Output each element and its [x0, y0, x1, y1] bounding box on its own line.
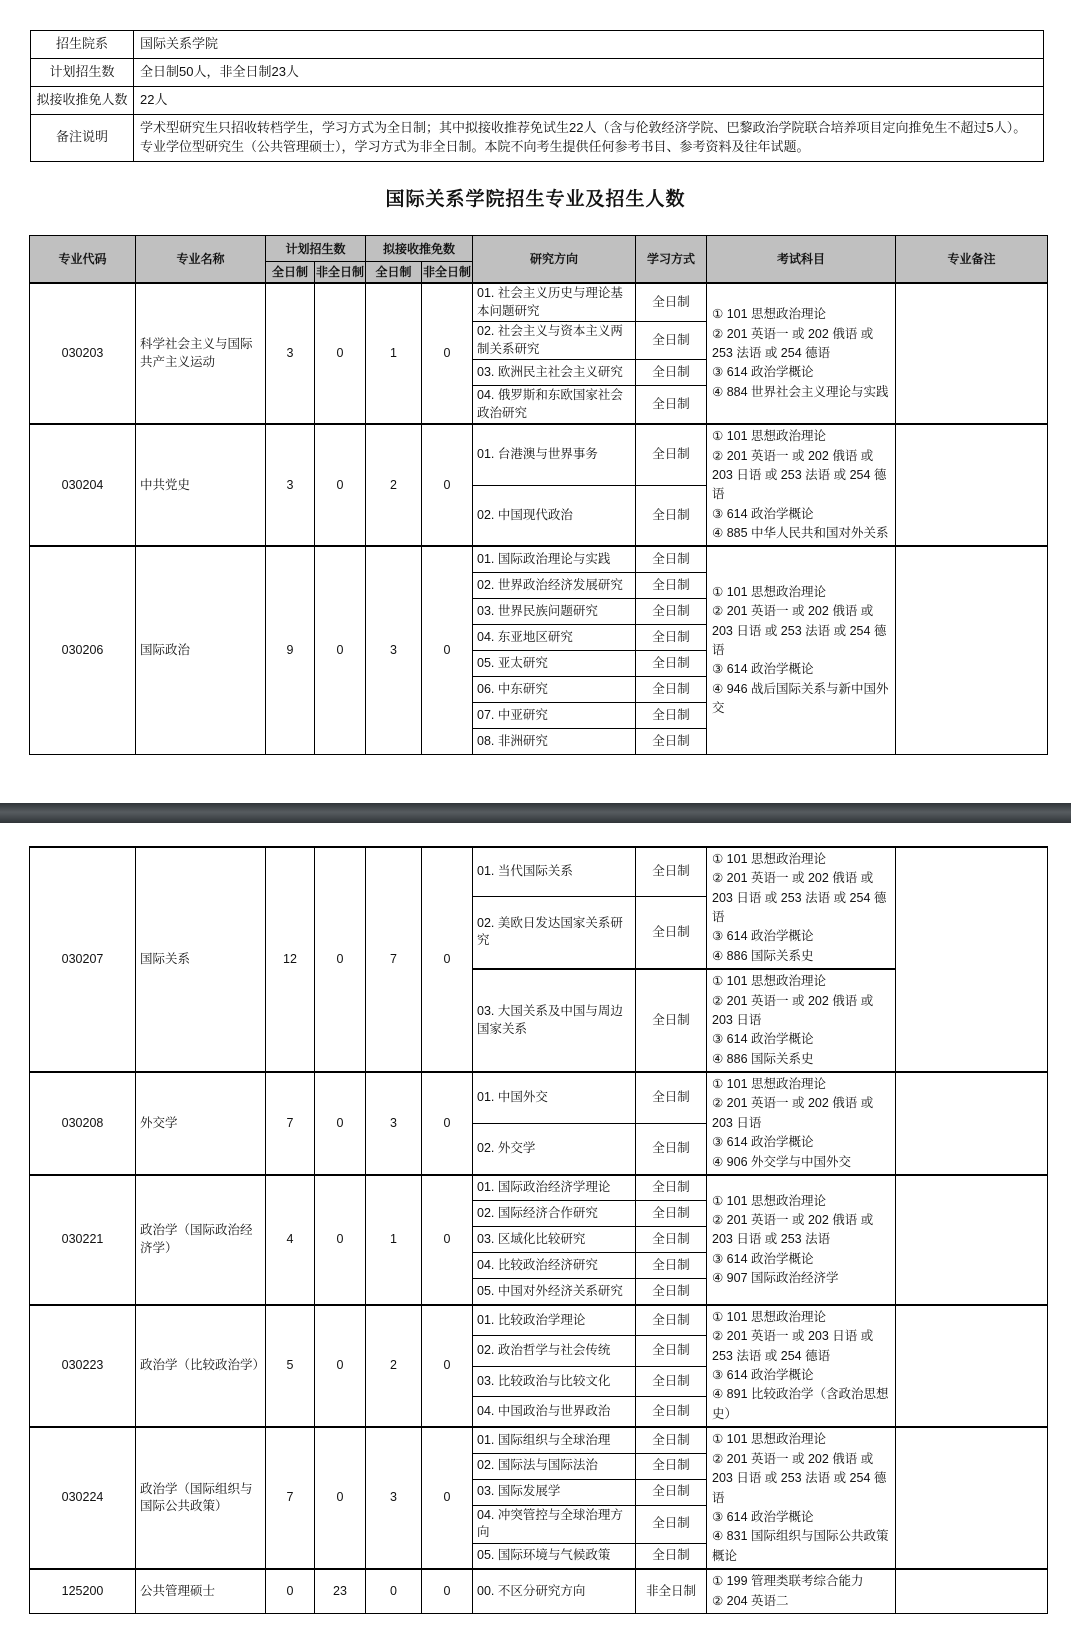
exam-subject-line: ① 101 思想政治理论 [712, 974, 827, 989]
exam-subject-line: ② 201 英语一 或 202 俄语 或 203 日语 [712, 993, 874, 1027]
study-mode: 全日制 [636, 1397, 707, 1428]
research-direction: 03. 大国关系及中国与周边国家关系 [473, 969, 636, 1072]
tuimian-fulltime-count: 7 [366, 847, 422, 1072]
tuimian-fulltime-count: 2 [366, 1305, 422, 1427]
tuimian-parttime-count: 0 [422, 1569, 473, 1613]
research-direction: 04. 比较政治经济研究 [473, 1253, 636, 1279]
direction-row [30, 1175, 1048, 1201]
programs-table-body-page-1 [30, 283, 1048, 754]
direction-row [30, 1569, 1048, 1613]
research-direction: 08. 非洲研究 [473, 728, 636, 754]
plan-parttime-count: 0 [315, 1072, 366, 1175]
study-mode: 全日制 [636, 1201, 707, 1227]
exam-subject-line: ③ 614 政治学概论 [712, 1368, 814, 1383]
tuimian-fulltime-count: 2 [366, 424, 422, 546]
research-direction: 04. 俄罗斯和东欧国家社会政治研究 [473, 386, 636, 425]
exam-subject-line: ① 101 思想政治理论 [712, 1193, 827, 1208]
info-row [31, 31, 1044, 59]
program-name: 政治学（比较政治学） [136, 1305, 266, 1427]
direction-row [30, 424, 1048, 485]
research-direction: 02. 中国现代政治 [473, 485, 636, 546]
plan-parttime-count: 0 [315, 546, 366, 754]
exam-subjects [707, 969, 896, 1072]
college-info-table [30, 30, 1044, 162]
page-separator-bar [0, 803, 1071, 823]
plan-parttime-count: 0 [315, 424, 366, 546]
plan-fulltime-count: 7 [266, 1072, 315, 1175]
tuimian-fulltime-count: 1 [366, 283, 422, 424]
exam-subject-line: ④ 831 国际组织与国际公共政策概论 [712, 1529, 889, 1563]
research-direction: 06. 中东研究 [473, 676, 636, 702]
program-note [896, 847, 1048, 1072]
research-direction: 01. 比较政治学理论 [473, 1305, 636, 1336]
exam-subject-line: ③ 614 政治学概论 [712, 365, 814, 380]
exam-subject-line: ② 201 英语一 或 202 俄语 或 203 日语 或 253 法语 或 254 德语 [712, 448, 887, 502]
tuimian-parttime-count: 0 [422, 847, 473, 1072]
exam-subject-line: ③ 614 政治学概论 [712, 929, 814, 944]
tuimian-fulltime-count: 3 [366, 546, 422, 754]
exam-subject-line: ④ 907 国际政治经济学 [712, 1271, 839, 1285]
research-direction: 04. 冲突管控与全球治理方向 [473, 1505, 636, 1543]
tuimian-parttime-count: 0 [422, 283, 473, 424]
plan-parttime-count: 23 [315, 1569, 366, 1613]
info-row-label: 招生院系 [31, 31, 134, 59]
tuimian-fulltime-count: 3 [366, 1427, 422, 1569]
exam-subject-line: ② 204 英语二 [712, 1593, 789, 1608]
direction-row [30, 1427, 1048, 1453]
header-plan-parttime: 非全日制 [315, 261, 366, 283]
direction-row [30, 847, 1048, 896]
program-name: 国际关系 [136, 847, 266, 1072]
exam-subject-line: ④ 884 世界社会主义理论与实践 [712, 384, 889, 399]
research-direction: 02. 社会主义与资本主义两制关系研究 [473, 322, 636, 360]
study-mode: 全日制 [636, 1175, 707, 1201]
study-mode: 全日制 [636, 485, 707, 546]
plan-fulltime-count: 4 [266, 1175, 315, 1305]
research-direction: 02. 国际经济合作研究 [473, 1201, 636, 1227]
research-direction: 05. 亚太研究 [473, 650, 636, 676]
program-name: 政治学（国际组织与国际公共政策） [136, 1427, 266, 1569]
exam-subjects [707, 847, 896, 969]
exam-subject-line: ④ 886 国际关系史 [712, 1051, 814, 1066]
direction-row [30, 546, 1048, 572]
header-plan-fulltime: 全日制 [266, 261, 315, 283]
study-mode: 全日制 [636, 283, 707, 322]
header-research-direction: 研究方向 [473, 235, 636, 283]
program-note [896, 283, 1048, 424]
exam-subject-line: ② 201 英语一 或 202 俄语 或 203 日语 或 253 法语 [712, 1212, 874, 1247]
research-direction: 01. 中国外交 [473, 1072, 636, 1123]
exam-subjects [707, 1569, 896, 1613]
exam-subject-line: ① 101 思想政治理论 [712, 851, 827, 866]
study-mode: 全日制 [636, 1253, 707, 1279]
exam-subject-line: ① 199 管理类联考综合能力 [712, 1574, 864, 1589]
research-direction: 00. 不区分研究方向 [473, 1569, 636, 1613]
exam-subject-line: ② 201 英语一 或 202 俄语 或 203 日语 或 253 法语 或 254 德语 [712, 604, 887, 657]
plan-fulltime-count: 9 [266, 546, 315, 754]
program-code: 125200 [30, 1569, 136, 1613]
tuimian-parttime-count: 0 [422, 1175, 473, 1305]
exam-subject-line: ① 101 思想政治理论 [712, 1077, 827, 1092]
programs-table-page-1 [29, 235, 1048, 755]
tuimian-parttime-count: 0 [422, 1305, 473, 1427]
study-mode: 全日制 [636, 1279, 707, 1305]
program-code: 030208 [30, 1072, 136, 1175]
plan-fulltime-count: 12 [266, 847, 315, 1072]
study-mode: 全日制 [636, 424, 707, 485]
exam-subject-line: ① 101 思想政治理论 [712, 584, 827, 599]
exam-subject-line: ③ 614 政治学概论 [712, 1135, 814, 1150]
program-note [896, 1072, 1048, 1175]
info-row [31, 59, 1044, 87]
exam-subject-line: ② 201 英语一 或 203 日语 或 253 法语 或 254 德语 [712, 1329, 874, 1363]
program-code: 030221 [30, 1175, 136, 1305]
header-tuimian-fulltime: 全日制 [366, 261, 422, 283]
research-direction: 03. 欧洲民主社会主义研究 [473, 360, 636, 386]
programs-table-body-page-2 [30, 847, 1048, 1614]
tuimian-fulltime-count: 0 [366, 1569, 422, 1613]
program-code: 030223 [30, 1305, 136, 1427]
study-mode: 全日制 [636, 676, 707, 702]
header-study-mode: 学习方式 [636, 235, 707, 283]
exam-subject-line: ① 101 思想政治理论 [712, 429, 827, 444]
study-mode: 全日制 [636, 624, 707, 650]
header-exam-subjects: 考试科目 [707, 235, 896, 283]
header-program-name: 专业名称 [136, 235, 266, 283]
program-note [896, 1175, 1048, 1305]
exam-subject-line: ② 201 英语一 或 202 俄语 或 203 日语 或 253 法语 或 254 德语 [712, 1451, 887, 1505]
plan-fulltime-count: 3 [266, 424, 315, 546]
program-code: 030207 [30, 847, 136, 1072]
research-direction: 07. 中亚研究 [473, 702, 636, 728]
study-mode: 全日制 [636, 572, 707, 598]
exam-subject-line: ③ 614 政治学概论 [712, 1509, 814, 1524]
exam-subject-line: ① 101 思想政治理论 [712, 307, 827, 322]
exam-subject-line: ① 101 思想政治理论 [712, 1432, 827, 1447]
program-name: 政治学（国际政治经济学） [136, 1175, 266, 1305]
study-mode: 全日制 [636, 1305, 707, 1336]
study-mode: 全日制 [636, 896, 707, 969]
research-direction: 01. 当代国际关系 [473, 847, 636, 896]
program-code: 030204 [30, 424, 136, 546]
study-mode: 全日制 [636, 702, 707, 728]
program-code: 030224 [30, 1427, 136, 1569]
programs-table-header [30, 235, 1048, 283]
tuimian-parttime-count: 0 [422, 424, 473, 546]
header-tuimian-parttime: 非全日制 [422, 261, 473, 283]
program-name: 公共管理硕士 [136, 1569, 266, 1613]
tuimian-parttime-count: 0 [422, 546, 473, 754]
program-name: 外交学 [136, 1072, 266, 1175]
research-direction: 02. 世界政治经济发展研究 [473, 572, 636, 598]
plan-fulltime-count: 7 [266, 1427, 315, 1569]
research-direction: 02. 外交学 [473, 1124, 636, 1175]
info-row-value: 22人 [134, 87, 1044, 115]
exam-subject-line: ④ 891 比较政治学（含政治思想史） [712, 1387, 889, 1421]
programs-table-page-2 [29, 846, 1048, 1614]
exam-subject-line: ④ 886 国际关系史 [712, 948, 814, 963]
program-name: 国际政治 [136, 546, 266, 754]
research-direction: 04. 中国政治与世界政治 [473, 1397, 636, 1428]
research-direction: 01. 国际组织与全球治理 [473, 1427, 636, 1453]
tuimian-parttime-count: 0 [422, 1427, 473, 1569]
plan-fulltime-count: 3 [266, 283, 315, 424]
pdf-page-1 [0, 0, 1071, 803]
study-mode: 全日制 [636, 1505, 707, 1543]
exam-subjects [707, 1305, 896, 1427]
info-table-body [31, 31, 1044, 162]
info-row-value: 全日制50人，非全日制23人 [134, 59, 1044, 87]
exam-subject-line: ② 201 英语一 或 202 俄语 或 203 日语 或 253 法语 或 254 德语 [712, 871, 887, 925]
program-note [896, 1569, 1048, 1613]
exam-subject-line: ① 101 思想政治理论 [712, 1309, 827, 1324]
research-direction: 02. 美欧日发达国家关系研究 [473, 896, 636, 969]
tuimian-fulltime-count: 3 [366, 1072, 422, 1175]
program-code: 030203 [30, 283, 136, 424]
research-direction: 01. 台港澳与世界事务 [473, 424, 636, 485]
direction-row [30, 1072, 1048, 1123]
header-plan-count: 计划招生数 [266, 235, 366, 261]
info-row-label: 备注说明 [31, 115, 134, 162]
program-name: 中共党史 [136, 424, 266, 546]
exam-subjects [707, 1427, 896, 1569]
plan-fulltime-count: 5 [266, 1305, 315, 1427]
exam-subjects [707, 283, 896, 424]
exam-subject-line: ③ 614 政治学概论 [712, 1251, 814, 1266]
study-mode: 全日制 [636, 1072, 707, 1123]
research-direction: 01. 社会主义历史与理论基本问题研究 [473, 283, 636, 322]
research-direction: 02. 政治哲学与社会传统 [473, 1336, 636, 1367]
exam-subjects [707, 424, 896, 546]
tuimian-parttime-count: 0 [422, 1072, 473, 1175]
page-title: 国际关系学院招生专业及招生人数 [385, 188, 686, 210]
program-note [896, 1305, 1048, 1427]
research-direction: 05. 中国对外经济关系研究 [473, 1279, 636, 1305]
plan-parttime-count: 0 [315, 1175, 366, 1305]
study-mode: 全日制 [636, 728, 707, 754]
direction-row [30, 283, 1048, 322]
study-mode: 全日制 [636, 598, 707, 624]
study-mode: 全日制 [636, 1336, 707, 1367]
header-program-code: 专业代码 [30, 235, 136, 283]
exam-subject-line: ④ 906 外交学与中国外交 [712, 1154, 852, 1169]
study-mode: 全日制 [636, 322, 707, 360]
program-code: 030206 [30, 546, 136, 754]
info-row-label: 拟接收推免人数 [31, 87, 134, 115]
research-direction: 03. 国际发展学 [473, 1479, 636, 1505]
program-note [896, 1427, 1048, 1569]
study-mode: 全日制 [636, 1366, 707, 1397]
info-row [31, 115, 1044, 162]
info-row-value: 国际关系学院 [134, 31, 1044, 59]
header-tuimian-count: 拟接收推免数 [366, 235, 473, 261]
study-mode: 全日制 [636, 1453, 707, 1479]
research-direction: 04. 东亚地区研究 [473, 624, 636, 650]
exam-subject-line: ③ 614 政治学概论 [712, 662, 814, 677]
exam-subject-line: ② 201 英语一 或 202 俄语 或 203 日语 [712, 1096, 874, 1130]
study-mode: 全日制 [636, 1227, 707, 1253]
plan-fulltime-count: 0 [266, 1569, 315, 1613]
plan-parttime-count: 0 [315, 1305, 366, 1427]
exam-subjects [707, 546, 896, 754]
exam-subjects [707, 1175, 896, 1305]
program-name: 科学社会主义与国际共产主义运动 [136, 283, 266, 424]
pdf-page-2 [0, 823, 1071, 1644]
research-direction: 03. 世界民族问题研究 [473, 598, 636, 624]
info-row-value: 学术型研究生只招收转档学生，学习方式为全日制；其中拟接收推荐免试生22人（含与伦敦经济学院、巴黎政治学院联合培养项目定向推免生不超过5人）。专业学位型研究生（公共管理硕士），学习方式为非全日制。本院不向考生提供任何参考书目、参考资料及往年试题。 [134, 115, 1044, 162]
info-row-label: 计划招生数 [31, 59, 134, 87]
plan-parttime-count: 0 [315, 283, 366, 424]
exam-subject-line: ③ 614 政治学概论 [712, 1032, 814, 1047]
study-mode: 全日制 [636, 1124, 707, 1175]
plan-parttime-count: 0 [315, 1427, 366, 1569]
info-row [31, 87, 1044, 115]
plan-parttime-count: 0 [315, 847, 366, 1072]
research-direction: 02. 国际法与国际法治 [473, 1453, 636, 1479]
study-mode: 全日制 [636, 1427, 707, 1453]
header-program-note: 专业备注 [896, 235, 1048, 283]
exam-subject-line: ④ 946 战后国际关系与新中国外交 [712, 681, 889, 716]
research-direction: 01. 国际政治经济学理论 [473, 1175, 636, 1201]
program-note [896, 546, 1048, 754]
exam-subject-line: ② 201 英语一 或 202 俄语 或 253 法语 或 254 德语 [712, 326, 874, 360]
exam-subject-line: ④ 885 中华人民共和国对外关系 [712, 526, 889, 541]
study-mode: 全日制 [636, 386, 707, 425]
exam-subject-line: ③ 614 政治学概论 [712, 506, 814, 521]
study-mode: 全日制 [636, 360, 707, 386]
research-direction: 03. 区域化比较研究 [473, 1227, 636, 1253]
study-mode: 全日制 [636, 1543, 707, 1569]
study-mode: 全日制 [636, 546, 707, 572]
study-mode: 全日制 [636, 650, 707, 676]
study-mode: 全日制 [636, 847, 707, 896]
research-direction: 01. 国际政治理论与实践 [473, 546, 636, 572]
study-mode: 非全日制 [636, 1569, 707, 1613]
tuimian-fulltime-count: 1 [366, 1175, 422, 1305]
study-mode: 全日制 [636, 1479, 707, 1505]
research-direction: 05. 国际环境与气候政策 [473, 1543, 636, 1569]
study-mode: 全日制 [636, 969, 707, 1072]
exam-subjects [707, 1072, 896, 1175]
research-direction: 03. 比较政治与比较文化 [473, 1366, 636, 1397]
direction-row [30, 1305, 1048, 1336]
program-note [896, 424, 1048, 546]
